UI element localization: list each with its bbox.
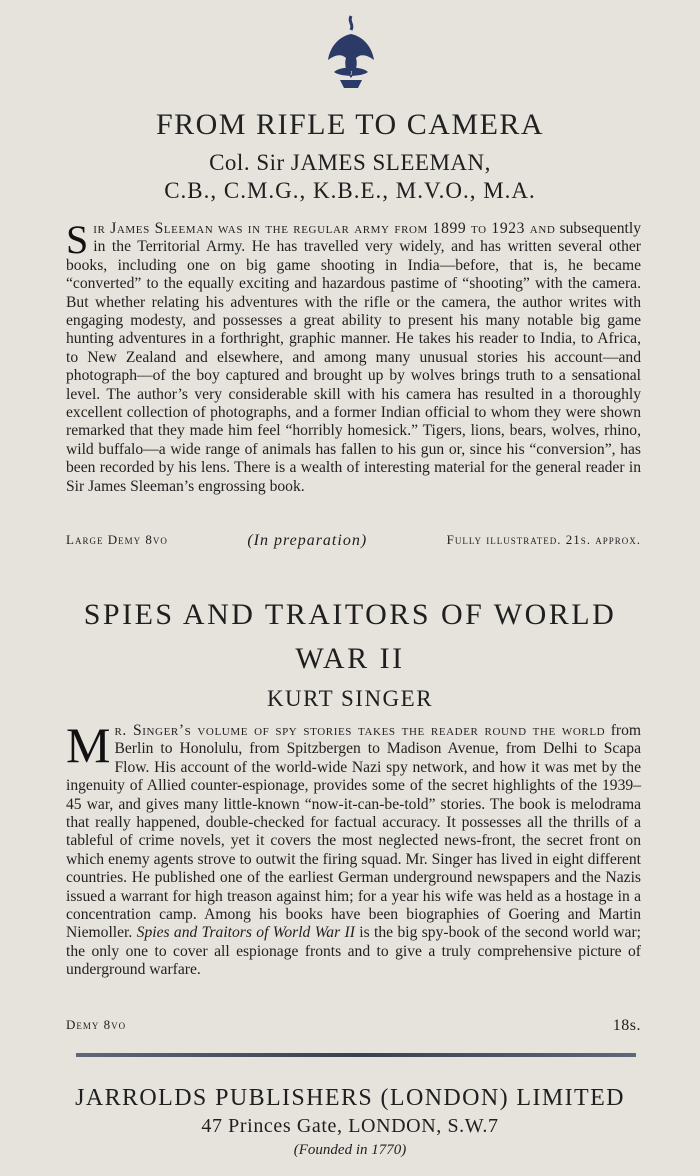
book1-dropcap: S	[66, 217, 89, 262]
publisher-name: JARROLDS PUBLISHERS (LONDON) LIMITED	[75, 1085, 625, 1111]
book1-title: FROM RIFLE TO CAMERA	[155, 108, 545, 141]
book2-body-part1: from Berlin to Honolulu, from Spitzbergen to Madison Avenue, from Delhi to Scapa Flow. His account of the world-wide Nazi spy network, and how it was met by the ingenuity of Allied counter-espionage, provides some of the secret highlights of the 1939–45 war, and gives many little-known “now-it-can-be-told” stories. The book is melodrama that really happened, double-checked for factual accuracy. It possesses all the thrills of a tableful of crime novels, yet it covers the most neglected news-front, the secret front on which enemy agents strove to outwit the firing squad. Mr. Singer has lived in eight different countries. He published one of the earliest German underground newspapers and the Nazis issued a warrant for high treason against him; for a year his wife was held as a hostage in a concentration camp. Among his books have been biographies of Goering and Martin Niemoller.	[66, 722, 641, 942]
book1-status: (In preparation)	[247, 532, 368, 549]
book2-title: SPIES AND TRAITORS OF WORLD	[83, 598, 617, 631]
book1-format: Large Demy 8vo	[66, 532, 168, 547]
book2-italic-title: Spies and Traitors of World War II	[136, 924, 355, 942]
book1-lead: ir James Sleeman was in the regular army from 1899 to 1923 and	[93, 220, 556, 237]
publisher-address: 47 Princes Gate, LONDON, S.W.7	[201, 1115, 499, 1137]
book1-price: Fully illustrated. 21s. approx.	[446, 532, 641, 547]
book1-details	[66, 532, 641, 550]
book1-description	[66, 217, 641, 496]
book2-lead: r. Singer’s volume of spy stories takes the reader round the world	[114, 722, 606, 739]
svg-text:J: J	[349, 71, 353, 77]
book2-author: KURT SINGER	[266, 686, 434, 711]
book1-body: subsequently in the Territorial Army. He has travelled very widely, and has written several other books, including one on big game shooting in India—before, that is, he became “converted” to the equally exciting and hazardous pastime of “shooting” with the camera. But whether relating his adventures with the rifle or the camera, the author writes with engaging modesty, and possesses a great ability to present his many notable big game hunting adventures in a forthright, graphic manner. He takes his reader to India, to Africa, to New Zealand and elsewhere, and among many unusual stories his account—and photograph—of the boy captured and brought up by wolves brings truth to a sensational level. The author’s very considerable skill with his camera has resulted in a thoroughly excellent collection of photographs, and a former Indian official to whom they were shown remarked that they made him feel “horribly homesick.” Tigers, lions, bears, wolves, rhino, wild buffalo—a wide range of animals has fallen to his gun or, since his “conversion”, has been recorded by his lens. There is a wealth of interesting material for the general reader in Sir James Sleeman’s engrossing book.	[66, 220, 641, 495]
book1-author-honours: C.B., C.M.G., K.B.E., M.V.O., M.A.	[164, 178, 536, 203]
publisher-founded: (Founded in 1770)	[293, 1142, 407, 1158]
book2-format: Demy 8vo	[66, 1017, 127, 1032]
book2-description	[66, 717, 642, 980]
book2-title-cont: WAR II	[295, 642, 405, 675]
book2-details	[66, 1017, 641, 1035]
book2-price: 18s.	[612, 1017, 641, 1034]
book2-dropcap: M	[66, 717, 111, 773]
winged-emblem-icon	[326, 14, 376, 92]
book1-author: Col. Sir JAMES SLEEMAN,	[209, 150, 491, 175]
divider-rule	[76, 1053, 636, 1057]
book2-body-part2: is the big spy-book of the second world war; the only one to cover all espionage fronts and to give a truly comprehensive picture of underground warfare.	[66, 924, 642, 979]
